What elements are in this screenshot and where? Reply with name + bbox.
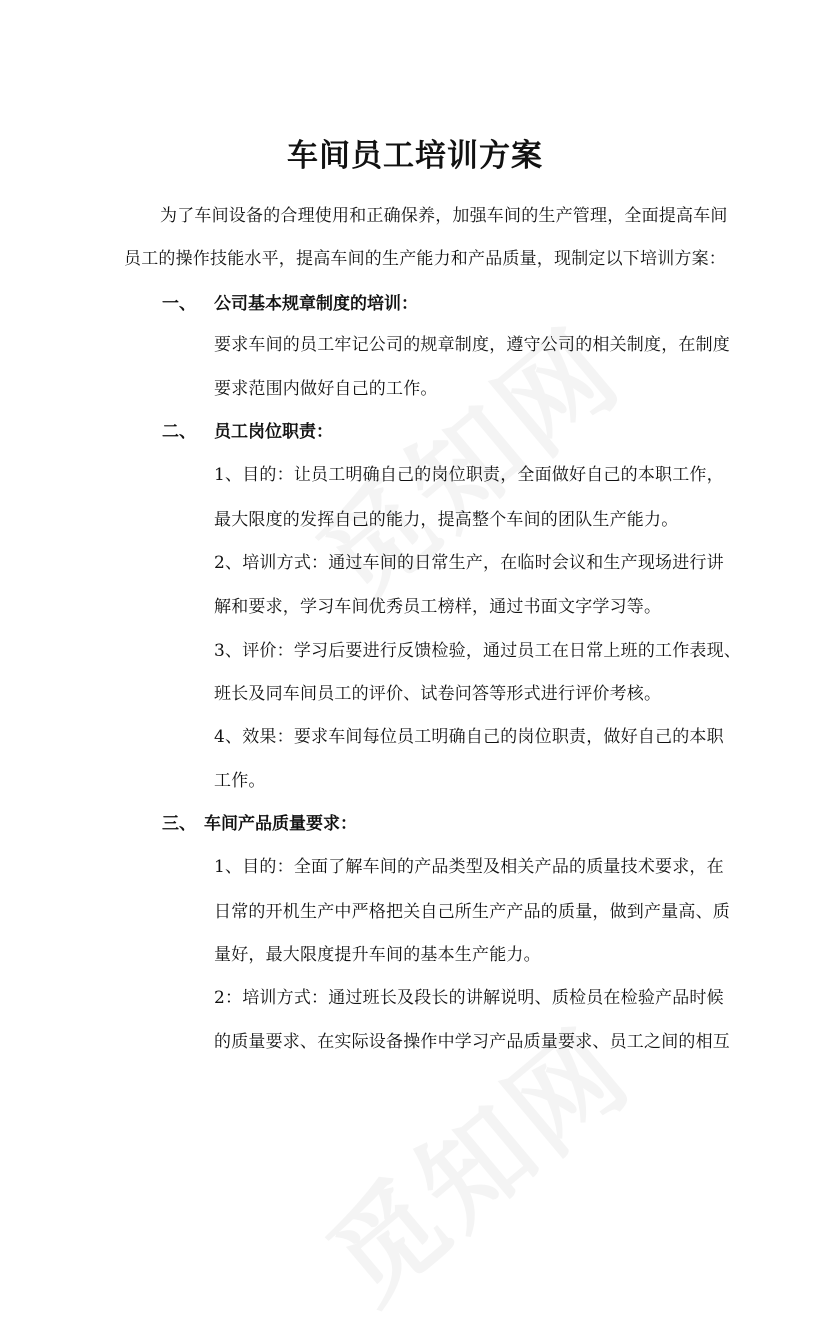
intro-line: 为了车间设备的合理使用和正确保养，加强车间的生产管理，全面提高车间	[160, 206, 728, 226]
section-line: 2：培训方式：通过班长及段长的讲解说明、质检员在检验产品时候	[214, 988, 724, 1008]
section-line: 要求范围内做好自己的工作。	[214, 379, 438, 399]
section-line: 2、培训方式：通过车间的日常生产，在临时会议和生产现场进行讲	[214, 553, 724, 573]
section-heading: 车间产品质量要求：	[204, 814, 357, 834]
section-line: 1、目的：让员工明确自己的岗位职责，全面做好自己的本职工作，	[214, 465, 724, 485]
section-line: 3、评价：学习后要进行反馈检验，通过员工在日常上班的工作表现、	[214, 641, 742, 661]
section-heading: 员工岗位职责：	[214, 422, 333, 442]
section-line: 班长及同车间员工的评价、试卷问答等形式进行评价考核。	[214, 684, 662, 704]
page-title: 车间员工培训方案	[287, 138, 543, 174]
section-line: 日常的开机生产中严格把关自己所生产产品的质量，做到产量高、质	[214, 902, 730, 922]
section-number: 一、	[162, 294, 196, 314]
section-number: 二、	[162, 422, 196, 442]
section-line: 解和要求，学习车间优秀员工榜样，通过书面文字学习等。	[214, 597, 662, 617]
section-line: 4、效果：要求车间每位员工明确自己的岗位职责，做好自己的本职	[214, 727, 724, 747]
section-line: 量好，最大限度提升车间的基本生产能力。	[214, 945, 541, 965]
section-line: 最大限度的发挥自己的能力，提高整个车间的团队生产能力。	[214, 510, 679, 530]
section-line: 工作。	[214, 771, 266, 791]
section-heading: 公司基本规章制度的培训：	[214, 294, 418, 314]
section-number: 三、	[162, 814, 196, 834]
section-line: 要求车间的员工牢记公司的规章制度，遵守公司的相关制度，在制度	[214, 335, 730, 355]
section-line: 1、目的：全面了解车间的产品类型及相关产品的质量技术要求，在	[214, 857, 724, 877]
section-line: 的质量要求、在实际设备操作中学习产品质量要求、员工之间的相互	[214, 1032, 730, 1052]
intro-line: 员工的操作技能水平，提高车间的生产能力和产品质量，现制定以下培训方案：	[124, 249, 726, 269]
